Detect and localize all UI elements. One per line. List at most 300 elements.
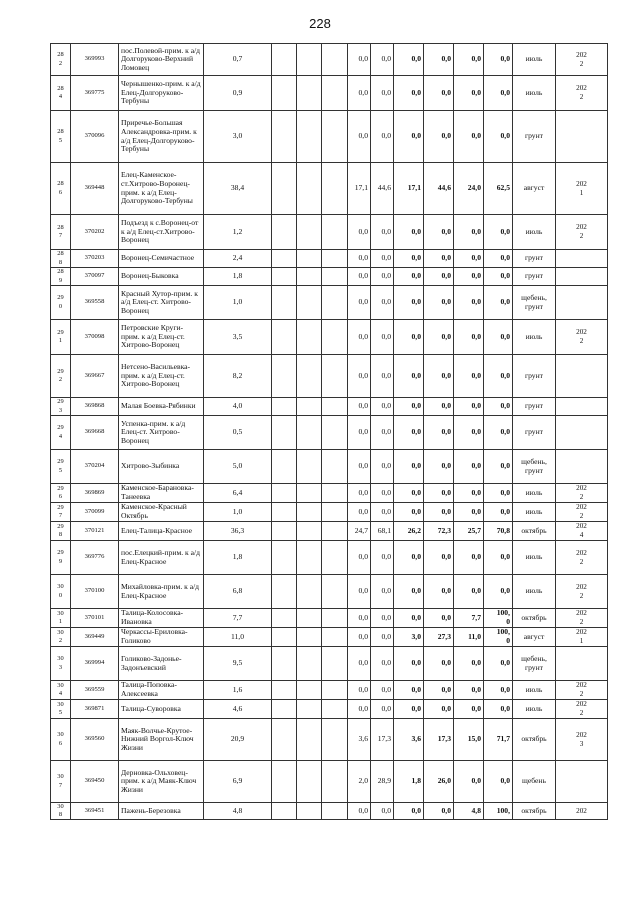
table-row — [51, 647, 608, 681]
cell-c6 — [297, 647, 322, 681]
cell-v5: 0,0 — [454, 286, 484, 320]
cell-year — [556, 355, 608, 398]
cell-name: Михайловка-прим. к а/д Елец-Красное — [119, 575, 204, 609]
cell-v6: 0,0 — [484, 761, 513, 803]
cell-v2: 0,0 — [371, 320, 394, 355]
cell-v5: 0,0 — [454, 76, 484, 111]
cell-v3: 0,0 — [394, 681, 424, 700]
cell-name: Воронец-Семичастное — [119, 250, 204, 268]
cell-n: 30 7 — [51, 761, 71, 803]
table-row — [51, 76, 608, 111]
cell-v1: 0,0 — [348, 44, 371, 76]
cell-len: 36,3 — [204, 522, 272, 541]
cell-len: 1,0 — [204, 286, 272, 320]
cell-month: щебень — [513, 761, 556, 803]
cell-v1: 0,0 — [348, 215, 371, 250]
cell-code: 369450 — [71, 761, 119, 803]
cell-v5: 0,0 — [454, 541, 484, 575]
cell-c6 — [297, 320, 322, 355]
cell-code: 369560 — [71, 719, 119, 761]
cell-v1: 0,0 — [348, 355, 371, 398]
cell-n: 28 5 — [51, 111, 71, 163]
cell-n: 28 8 — [51, 250, 71, 268]
cell-name: Елец-Каменское-ст.Хитрово-Воронец-прим. к а/д Елец-Долгоруково-Тербуны — [119, 163, 204, 215]
cell-v4: 0,0 — [424, 575, 454, 609]
table-row — [51, 700, 608, 719]
cell-v2: 0,0 — [371, 803, 394, 820]
cell-year: 202 2 — [556, 575, 608, 609]
cell-v4: 27,3 — [424, 628, 454, 647]
cell-c7 — [322, 250, 348, 268]
cell-month: июль — [513, 681, 556, 700]
cell-code: 369776 — [71, 541, 119, 575]
cell-len: 9,5 — [204, 647, 272, 681]
cell-n: 28 4 — [51, 76, 71, 111]
cell-code: 369559 — [71, 681, 119, 700]
cell-v6: 0,0 — [484, 450, 513, 484]
cell-name: Дерновка-Ольховец-прим. к а/д Маяк-Ключ Жизни — [119, 761, 204, 803]
cell-n: 29 4 — [51, 416, 71, 450]
cell-v4: 17,3 — [424, 719, 454, 761]
table-row — [51, 268, 608, 286]
table-row — [51, 719, 608, 761]
cell-len: 2,4 — [204, 250, 272, 268]
cell-month: октябрь — [513, 803, 556, 820]
cell-v4: 0,0 — [424, 541, 454, 575]
cell-v1: 0,0 — [348, 268, 371, 286]
cell-v6: 100, 0 — [484, 628, 513, 647]
cell-len: 7,7 — [204, 609, 272, 628]
cell-name: Талица-Суворовка — [119, 700, 204, 719]
cell-len: 3,0 — [204, 111, 272, 163]
cell-name: Малая Боевка-Рябинки — [119, 398, 204, 416]
cell-name: Успенка-прим. к а/д Елец-ст. Хитрово-Воронец — [119, 416, 204, 450]
table-row — [51, 761, 608, 803]
table-row — [51, 355, 608, 398]
cell-v2: 0,0 — [371, 541, 394, 575]
cell-code: 370202 — [71, 215, 119, 250]
cell-v1: 0,0 — [348, 628, 371, 647]
cell-c7 — [322, 719, 348, 761]
cell-v5: 7,7 — [454, 609, 484, 628]
cell-v3: 0,0 — [394, 268, 424, 286]
cell-c5 — [272, 700, 297, 719]
cell-len: 0,5 — [204, 416, 272, 450]
cell-v6: 0,0 — [484, 575, 513, 609]
cell-v3: 0,0 — [394, 541, 424, 575]
cell-len: 8,2 — [204, 355, 272, 398]
cell-month: щебень, грунт — [513, 286, 556, 320]
cell-v3: 0,0 — [394, 76, 424, 111]
table-row — [51, 522, 608, 541]
cell-v6: 0,0 — [484, 250, 513, 268]
table-row — [51, 163, 608, 215]
cell-c7 — [322, 416, 348, 450]
table-row — [51, 628, 608, 647]
cell-v6: 0,0 — [484, 541, 513, 575]
cell-month: грунт — [513, 416, 556, 450]
cell-len: 38,4 — [204, 163, 272, 215]
cell-c5 — [272, 719, 297, 761]
table-row — [51, 609, 608, 628]
cell-v1: 0,0 — [348, 111, 371, 163]
cell-len: 1,0 — [204, 503, 272, 522]
cell-name: Голиково-Задонье-Задонъевский — [119, 647, 204, 681]
cell-name: Петровские Круги-прим. к а/д Елец-ст. Хитрово-Воронец — [119, 320, 204, 355]
cell-v1: 0,0 — [348, 575, 371, 609]
cell-c6 — [297, 355, 322, 398]
cell-v2: 0,0 — [371, 575, 394, 609]
cell-name: Подъезд к с.Воронец-от к а/д Елец-ст.Хитрово-Воронец — [119, 215, 204, 250]
cell-v3: 0,0 — [394, 44, 424, 76]
cell-year: 202 2 — [556, 76, 608, 111]
cell-v2: 0,0 — [371, 111, 394, 163]
cell-month: грунт — [513, 250, 556, 268]
cell-v1: 0,0 — [348, 398, 371, 416]
cell-v5: 0,0 — [454, 503, 484, 522]
cell-v5: 0,0 — [454, 450, 484, 484]
cell-month: щебень, грунт — [513, 450, 556, 484]
cell-month: октябрь — [513, 719, 556, 761]
cell-v5: 11,0 — [454, 628, 484, 647]
cell-v1: 0,0 — [348, 700, 371, 719]
cell-n: 29 0 — [51, 286, 71, 320]
cell-len: 0,9 — [204, 76, 272, 111]
cell-v2: 0,0 — [371, 398, 394, 416]
cell-c6 — [297, 286, 322, 320]
cell-n: 28 9 — [51, 268, 71, 286]
cell-c7 — [322, 522, 348, 541]
table-row — [51, 416, 608, 450]
cell-code: 369449 — [71, 628, 119, 647]
cell-name: Маяк-Волчье-Крутое-Нижний Воргол-Ключ Жизни — [119, 719, 204, 761]
cell-n: 30 6 — [51, 719, 71, 761]
cell-c5 — [272, 803, 297, 820]
cell-v3: 0,0 — [394, 398, 424, 416]
table-row — [51, 503, 608, 522]
cell-v1: 3,6 — [348, 719, 371, 761]
cell-v1: 0,0 — [348, 647, 371, 681]
cell-c5 — [272, 628, 297, 647]
cell-v3: 17,1 — [394, 163, 424, 215]
cell-v5: 0,0 — [454, 398, 484, 416]
cell-c5 — [272, 681, 297, 700]
cell-c7 — [322, 803, 348, 820]
cell-v5: 0,0 — [454, 250, 484, 268]
cell-v6: 0,0 — [484, 700, 513, 719]
roads-table — [50, 43, 608, 820]
cell-n: 28 7 — [51, 215, 71, 250]
cell-v6: 0,0 — [484, 647, 513, 681]
cell-code: 369869 — [71, 484, 119, 503]
cell-v1: 17,1 — [348, 163, 371, 215]
cell-v5: 24,0 — [454, 163, 484, 215]
cell-n: 29 7 — [51, 503, 71, 522]
cell-c6 — [297, 503, 322, 522]
cell-code: 369993 — [71, 44, 119, 76]
cell-n: 30 4 — [51, 681, 71, 700]
cell-v3: 0,0 — [394, 450, 424, 484]
cell-c5 — [272, 761, 297, 803]
cell-v2: 0,0 — [371, 268, 394, 286]
cell-c5 — [272, 355, 297, 398]
cell-c6 — [297, 719, 322, 761]
cell-v5: 0,0 — [454, 761, 484, 803]
cell-code: 370101 — [71, 609, 119, 628]
cell-v6: 0,0 — [484, 398, 513, 416]
cell-code: 370097 — [71, 268, 119, 286]
cell-n: 28 6 — [51, 163, 71, 215]
cell-v3: 3,6 — [394, 719, 424, 761]
cell-v6: 70,8 — [484, 522, 513, 541]
cell-v5: 0,0 — [454, 575, 484, 609]
cell-month: июль — [513, 215, 556, 250]
cell-v6: 0,0 — [484, 681, 513, 700]
cell-year: 202 2 — [556, 215, 608, 250]
cell-code: 370203 — [71, 250, 119, 268]
cell-code: 370121 — [71, 522, 119, 541]
cell-c6 — [297, 250, 322, 268]
cell-c5 — [272, 111, 297, 163]
cell-c5 — [272, 575, 297, 609]
cell-v4: 0,0 — [424, 76, 454, 111]
cell-month: август — [513, 628, 556, 647]
table-row — [51, 111, 608, 163]
cell-v2: 0,0 — [371, 250, 394, 268]
cell-year: 202 1 — [556, 163, 608, 215]
cell-v1: 0,0 — [348, 250, 371, 268]
cell-c7 — [322, 700, 348, 719]
cell-year: 202 1 — [556, 628, 608, 647]
cell-v4: 0,0 — [424, 450, 454, 484]
cell-c7 — [322, 268, 348, 286]
cell-len: 0,7 — [204, 44, 272, 76]
cell-code: 369868 — [71, 398, 119, 416]
cell-c6 — [297, 541, 322, 575]
cell-v1: 2,0 — [348, 761, 371, 803]
cell-v3: 3,0 — [394, 628, 424, 647]
cell-c7 — [322, 320, 348, 355]
cell-v6: 0,0 — [484, 484, 513, 503]
cell-month: июль — [513, 503, 556, 522]
cell-v3: 0,0 — [394, 355, 424, 398]
cell-c6 — [297, 609, 322, 628]
cell-c5 — [272, 484, 297, 503]
cell-v2: 44,6 — [371, 163, 394, 215]
cell-month: щебень, грунт — [513, 647, 556, 681]
cell-v4: 0,0 — [424, 355, 454, 398]
cell-v3: 0,0 — [394, 250, 424, 268]
cell-n: 29 1 — [51, 320, 71, 355]
cell-month: июль — [513, 541, 556, 575]
cell-len: 6,4 — [204, 484, 272, 503]
cell-n: 29 8 — [51, 522, 71, 541]
table-row — [51, 450, 608, 484]
cell-code: 369667 — [71, 355, 119, 398]
cell-v1: 0,0 — [348, 803, 371, 820]
cell-v2: 0,0 — [371, 647, 394, 681]
cell-v4: 44,6 — [424, 163, 454, 215]
cell-c5 — [272, 503, 297, 522]
cell-code: 369994 — [71, 647, 119, 681]
cell-c5 — [272, 647, 297, 681]
cell-v3: 0,0 — [394, 286, 424, 320]
cell-v2: 0,0 — [371, 355, 394, 398]
cell-name: Воронец-Быковка — [119, 268, 204, 286]
cell-c7 — [322, 541, 348, 575]
cell-v1: 24,7 — [348, 522, 371, 541]
cell-name: Красный Хутор-прим. к а/д Елец-ст. Хитрово-Воронец — [119, 286, 204, 320]
cell-n: 29 2 — [51, 355, 71, 398]
cell-v6: 0,0 — [484, 416, 513, 450]
cell-len: 5,0 — [204, 450, 272, 484]
cell-v4: 0,0 — [424, 416, 454, 450]
cell-v4: 0,0 — [424, 803, 454, 820]
cell-v6: 0,0 — [484, 286, 513, 320]
cell-c6 — [297, 803, 322, 820]
cell-v5: 15,0 — [454, 719, 484, 761]
cell-v3: 0,0 — [394, 416, 424, 450]
cell-c7 — [322, 76, 348, 111]
cell-c5 — [272, 286, 297, 320]
cell-year: 202 3 — [556, 719, 608, 761]
cell-month: грунт — [513, 111, 556, 163]
cell-c5 — [272, 268, 297, 286]
cell-v3: 0,0 — [394, 700, 424, 719]
cell-c7 — [322, 163, 348, 215]
cell-v6: 100, 0 — [484, 609, 513, 628]
cell-v2: 0,0 — [371, 215, 394, 250]
cell-v6: 62,5 — [484, 163, 513, 215]
cell-v5: 0,0 — [454, 268, 484, 286]
table-row — [51, 250, 608, 268]
table-row — [51, 484, 608, 503]
cell-c5 — [272, 215, 297, 250]
cell-c5 — [272, 398, 297, 416]
cell-c7 — [322, 575, 348, 609]
cell-year: 202 — [556, 803, 608, 820]
cell-v1: 0,0 — [348, 76, 371, 111]
cell-c7 — [322, 355, 348, 398]
cell-v5: 0,0 — [454, 44, 484, 76]
cell-len: 4,0 — [204, 398, 272, 416]
cell-v1: 0,0 — [348, 416, 371, 450]
cell-year: 202 2 — [556, 681, 608, 700]
cell-month: июль — [513, 76, 556, 111]
cell-c5 — [272, 541, 297, 575]
cell-v4: 0,0 — [424, 215, 454, 250]
cell-year — [556, 761, 608, 803]
cell-c5 — [272, 163, 297, 215]
cell-code: 369668 — [71, 416, 119, 450]
cell-c7 — [322, 503, 348, 522]
cell-c7 — [322, 44, 348, 76]
cell-c6 — [297, 215, 322, 250]
cell-name: Талица-Колосовка-Ивановка — [119, 609, 204, 628]
cell-c5 — [272, 44, 297, 76]
table-row — [51, 44, 608, 76]
table-row — [51, 541, 608, 575]
cell-name: пос.Елецкий-прим. к а/д Елец-Красное — [119, 541, 204, 575]
cell-v1: 0,0 — [348, 681, 371, 700]
cell-v4: 0,0 — [424, 268, 454, 286]
cell-c5 — [272, 450, 297, 484]
cell-n: 29 9 — [51, 541, 71, 575]
cell-c7 — [322, 111, 348, 163]
cell-v4: 0,0 — [424, 484, 454, 503]
cell-v4: 0,0 — [424, 681, 454, 700]
cell-month: грунт — [513, 268, 556, 286]
cell-v1: 0,0 — [348, 450, 371, 484]
cell-v3: 0,0 — [394, 484, 424, 503]
cell-month: июль — [513, 44, 556, 76]
cell-v6: 0,0 — [484, 76, 513, 111]
cell-month: октябрь — [513, 609, 556, 628]
cell-len: 1,8 — [204, 541, 272, 575]
cell-v5: 0,0 — [454, 484, 484, 503]
cell-month: октябрь — [513, 522, 556, 541]
cell-c7 — [322, 398, 348, 416]
cell-v5: 0,0 — [454, 700, 484, 719]
cell-year — [556, 286, 608, 320]
cell-year — [556, 398, 608, 416]
cell-c6 — [297, 575, 322, 609]
cell-year: 202 2 — [556, 503, 608, 522]
cell-len: 6,9 — [204, 761, 272, 803]
cell-v3: 0,0 — [394, 320, 424, 355]
cell-v3: 0,0 — [394, 575, 424, 609]
cell-code: 370099 — [71, 503, 119, 522]
cell-code: 370096 — [71, 111, 119, 163]
cell-n: 30 1 — [51, 609, 71, 628]
cell-v2: 28,9 — [371, 761, 394, 803]
cell-c5 — [272, 522, 297, 541]
cell-year: 202 2 — [556, 44, 608, 76]
cell-v6: 0,0 — [484, 268, 513, 286]
cell-v4: 0,0 — [424, 503, 454, 522]
cell-v3: 0,0 — [394, 215, 424, 250]
cell-month: грунт — [513, 355, 556, 398]
cell-v6: 0,0 — [484, 111, 513, 163]
cell-code: 369448 — [71, 163, 119, 215]
cell-v6: 0,0 — [484, 503, 513, 522]
cell-v2: 0,0 — [371, 681, 394, 700]
cell-c6 — [297, 163, 322, 215]
cell-v4: 0,0 — [424, 111, 454, 163]
cell-v6: 0,0 — [484, 320, 513, 355]
cell-name: Каменское-Барановка-Танеевка — [119, 484, 204, 503]
cell-name: Елец-Талица-Красное — [119, 522, 204, 541]
cell-v1: 0,0 — [348, 484, 371, 503]
cell-year: 202 2 — [556, 484, 608, 503]
cell-c7 — [322, 215, 348, 250]
cell-v1: 0,0 — [348, 503, 371, 522]
cell-len: 3,5 — [204, 320, 272, 355]
cell-c6 — [297, 416, 322, 450]
cell-v5: 0,0 — [454, 681, 484, 700]
cell-c7 — [322, 647, 348, 681]
cell-c6 — [297, 450, 322, 484]
cell-year: 202 2 — [556, 541, 608, 575]
cell-year — [556, 250, 608, 268]
cell-name: Талица-Поповка-Алексеевка — [119, 681, 204, 700]
cell-n: 28 2 — [51, 44, 71, 76]
cell-v4: 0,0 — [424, 286, 454, 320]
cell-month: июль — [513, 575, 556, 609]
cell-c5 — [272, 250, 297, 268]
cell-c6 — [297, 628, 322, 647]
cell-c6 — [297, 111, 322, 163]
